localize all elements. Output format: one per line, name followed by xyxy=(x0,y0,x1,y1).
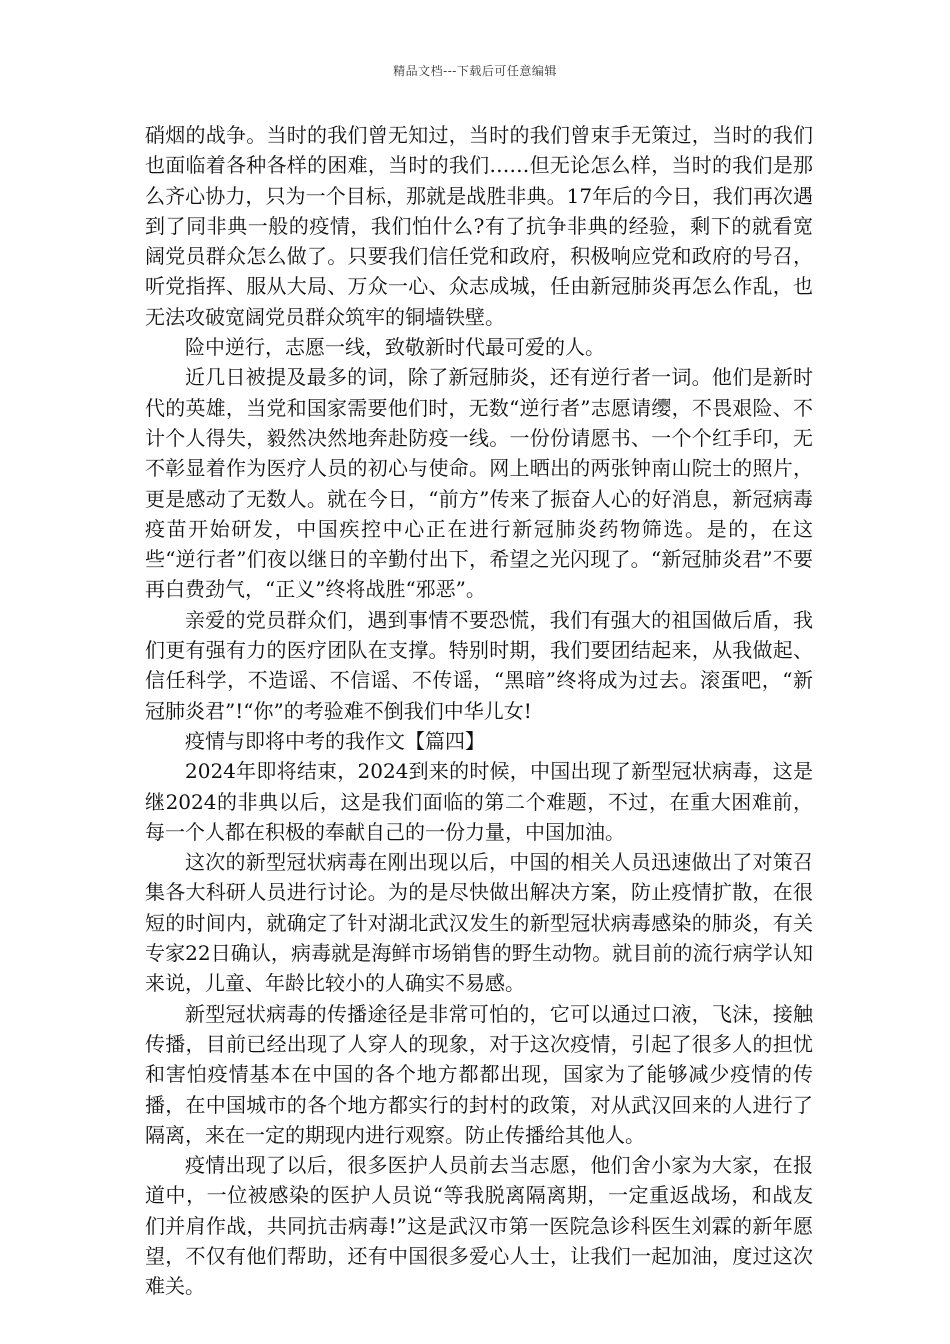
document-body xyxy=(145,120,813,1302)
paragraph: 这次的新型冠状病毒在刚出现以后，中国的相关人员迅速做出了对策召集各大科研人员进行讨论。为的是尽快做出解决方案，防止疫情扩散，在很短的时间内，就确定了针对湖北武汉发生的新型冠状病毒感染的肺炎，有关专家22日确认，病毒就是海鲜市场销售的野生动物。就目前的流行病学认知来说，儿童、年龄比较小的人确实不易感。 xyxy=(145,850,813,996)
paragraph: 2024年即将结束，2024到来的时候，中国出现了新型冠状病毒，这是继2024的非典以后，这是我们面临的第二个难题，不过，在重大困难前，每一个人都在积极的奉献自己的一份力量，中国加油。 xyxy=(145,759,813,844)
paragraph: 近几日被提及最多的词，除了新冠肺炎，还有逆行者一词。他们是新时代的英雄，当党和国家需要他们时，无数“逆行者”志愿请缨，不畏艰险、不计个人得失，毅然决然地奔赴防疫一线。一份份请愿书、一个个红手印，无不彰显着作为医疗人员的初心与使命。网上晒出的两张钟南山院士的照片，更是感动了无数人。就在今日，“前方”传来了振奋人心的好消息，新冠病毒疫苗开始研发，中国疾控中心正在进行新冠肺炎药物筛选。是的，在这些“逆行者”们夜以继日的辛勤付出下，希望之光闪现了。“新冠肺炎君”不要再白费劲气，“正义”终将战胜“邪恶”。 xyxy=(145,365,813,602)
paragraph-continued: 硝烟的战争。当时的我们曾无知过，当时的我们曾束手无策过，当时的我们也面临着各种各样的困难，当时的我们……但无论怎么样，当时的我们是那么齐心协力，只为一个目标，那就是战胜非典。17年后的今日，我们再次遇到了同非典一般的疫情，我们怕什么?有了抗争非典的经验，剩下的就看宽阔党员群众怎么做了。只要我们信任党和政府，积极响应党和政府的号召，听党指挥、服从大局、万众一心、众志成城，任由新冠肺炎再怎么作乱，也无法攻破宽阔党员群众筑牢的铜墙铁壁。 xyxy=(145,123,813,329)
paragraph: 新型冠状病毒的传播途径是非常可怕的，它可以通过口液，飞沫，接触传播，目前已经出现了人穿人的现象，对于这次疫情，引起了很多人的担忧和害怕疫情基本在中国的各个地方都都出现，国家为了能够减少疫情的传播，在中国城市的各个地方都实行的封村的政策，对从武汉回来的人进行了隔离，来在一定的期现内进行观察。防止传播给其他人。 xyxy=(145,1001,813,1147)
paragraph: 疫情出现了以后，很多医护人员前去当志愿，他们舍小家为大家，在报道中，一位被感染的医护人员说“等我脱离隔离期，一定重返战场，和战友们并肩作战，共同抗击病毒!”这是武汉市第一医院急诊科医生刘霖的新年愿望，不仅有他们帮助，还有中国很多爱心人士，让我们一起加油，度过这次难关。 xyxy=(145,1153,813,1299)
section-heading: 疫情与即将中考的我作文【篇四】 xyxy=(185,728,485,753)
paragraph: 亲爱的党员群众们，遇到事情不要恐慌，我们有强大的祖国做后盾，我们更有强有力的医疗团队在支撑。特别时期，我们要团结起来，从我做起、信任科学，不造谣、不信谣、不传谣，“黑暗”终将成为过去。滚蛋吧，“新冠肺炎君”!“你”的考验难不倒我们中华儿女! xyxy=(145,607,813,723)
page-header: 精品文档---下载后可任意编辑 xyxy=(393,64,557,78)
paragraph: 险中逆行，志愿一线，致敬新时代最可爱的人。 xyxy=(185,335,605,360)
